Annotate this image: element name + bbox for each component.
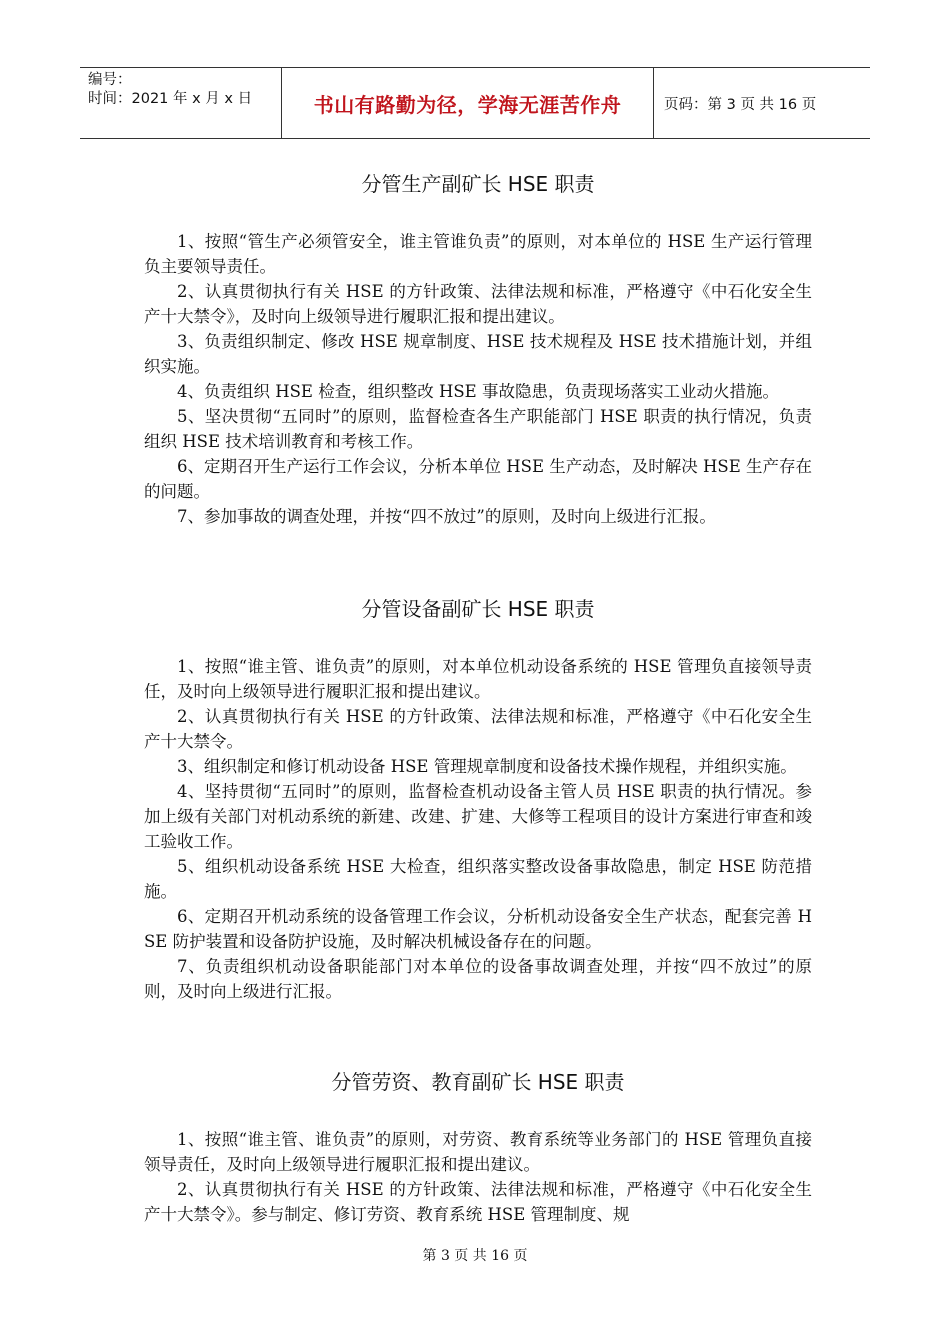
section-title: 分管设备副矿长 HSE 职责 — [361, 597, 595, 621]
page-header — [80, 67, 870, 139]
motto-text: 书山有路勤为径，学海无涯苦作舟 — [313, 92, 622, 117]
paragraph: 1、按照“谁主管、谁负责”的原则，对本单位机动设备系统的 HSE 管理负直接领导责任，及时向上级领导进行履职汇报和提出建议。 — [144, 657, 812, 701]
paragraph: 4、坚持贯彻“五同时”的原则，监督检查机动设备主管人员 HSE 职责的执行情况。参加上级有关部门对机动系统的新建、改建、扩建、大修等工程项目的设计方案进行审查和竣工验收工作。 — [144, 782, 812, 851]
section-production — [144, 165, 812, 529]
paragraph: 2、认真贯彻执行有关 HSE 的方针政策、法律法规和标准，严格遵守《中石化安全生产十大禁令。 — [144, 707, 812, 751]
paragraph: 6、定期召开机动系统的设备管理工作会议，分析机动设备安全生产状态，配套完善 HSE 防护装置和设备防护设施，及时解决机械设备存在的问题。 — [144, 907, 812, 951]
header-page-info — [654, 68, 870, 138]
paragraph: 4、负责组织 HSE 检查，组织整改 HSE 事故隐患，负责现场落实工业动火措施。 — [177, 382, 779, 401]
paragraph: 1、按照“管生产必须管安全，谁主管谁负责”的原则，对本单位的 HSE 生产运行管理负主要领导责任。 — [144, 232, 812, 276]
page-footer — [0, 1245, 950, 1265]
paragraph: 3、负责组织制定、修改 HSE 规章制度、HSE 技术规程及 HSE 技术措施计划，并组织实施。 — [144, 332, 812, 376]
section-labor-education — [144, 1063, 812, 1227]
document-number-label: 编号： — [88, 72, 132, 88]
page-info-text: 页码：第 3 页 共 16 页 — [664, 96, 817, 113]
paragraph: 2、认真贯彻执行有关 HSE 的方针政策、法律法规和标准，严格遵守《中石化安全生产十大禁令》。参与制定、修订劳资、教育系统 HSE 管理制度、规 — [144, 1180, 812, 1224]
footer-page-number: 第 3 页 共 16 页 — [422, 1248, 528, 1264]
paragraph: 2、认真贯彻执行有关 HSE 的方针政策、法律法规和标准，严格遵守《中石化安全生产十大禁令》，及时向上级领导进行履职汇报和提出建议。 — [144, 282, 812, 326]
section-equipment — [144, 590, 812, 1004]
document-date: 时间：2021 年 x 月 x 日 — [88, 91, 253, 107]
paragraph: 6、定期召开生产运行工作会议，分析本单位 HSE 生产动态，及时解决 HSE 生产存在的问题。 — [144, 457, 812, 501]
paragraph: 3、组织制定和修订机动设备 HSE 管理规章制度和设备技术操作规程，并组织实施。 — [177, 757, 797, 776]
header-motto — [282, 68, 654, 138]
section-title: 分管生产副矿长 HSE 职责 — [361, 172, 595, 196]
paragraph: 7、负责组织机动设备职能部门对本单位的设备事故调查处理，并按“四不放过”的原则，及时向上级进行汇报。 — [144, 957, 812, 1001]
paragraph: 5、坚决贯彻“五同时”的原则，监督检查各生产职能部门 HSE 职责的执行情况，负责组织 HSE 技术培训教育和考核工作。 — [144, 407, 812, 451]
section-title: 分管劳资、教育副矿长 HSE 职责 — [331, 1070, 625, 1094]
paragraph: 5、组织机动设备系统 HSE 大检查，组织落实整改设备事故隐患，制定 HSE 防范措施。 — [144, 857, 812, 901]
header-meta — [80, 68, 282, 138]
paragraph: 1、按照“谁主管、谁负责”的原则，对劳资、教育系统等业务部门的 HSE 管理负直接领导责任，及时向上级领导进行履职汇报和提出建议。 — [144, 1130, 812, 1174]
paragraph: 7、参加事故的调查处理，并按“四不放过”的原则，及时向上级进行汇报。 — [177, 507, 716, 526]
